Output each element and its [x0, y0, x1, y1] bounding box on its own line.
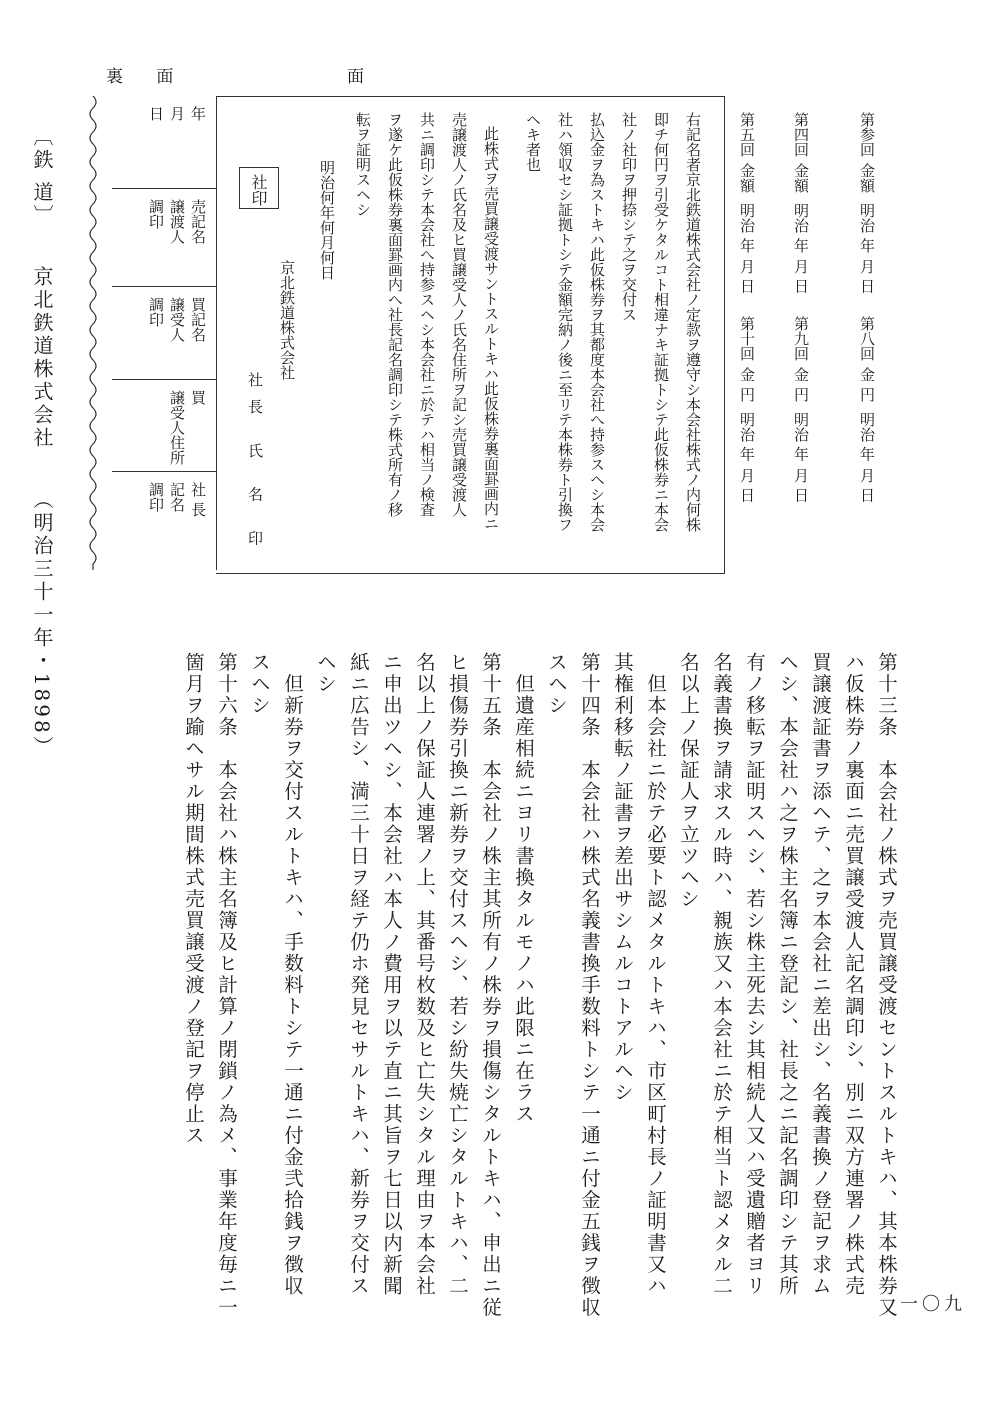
article-line: 有ノ移転ヲ証明スヘシ、若シ株主死去シ其相続人又ハ受遺贈者ヨリ	[743, 652, 766, 1297]
article-line: ヘシ、本会社ハ之ヲ株主名簿ニ登記シ、社長之ニ記名調印シテ其所	[776, 652, 799, 1297]
payment-record-5: 第五回金額明治 年月 日	[738, 112, 756, 294]
payment-record-10: 第十回金 円明治 年月 日	[738, 316, 756, 503]
back-side-label: 裏 面	[106, 67, 188, 87]
article-line: ハ仮株券ノ裏面ニ売買譲受渡人記名調印シ、別ニ双方連署ノ株式売	[842, 652, 865, 1297]
article-line: 名義書換ヲ請求スル時ハ、親族又ハ本会社ニ於テ相当ト認メタル二	[710, 652, 733, 1297]
company-seal-label: 社印	[249, 174, 268, 206]
ledger-cell-label: 買 譲受人住所	[168, 390, 207, 465]
ledger-row-buyer-address	[112, 379, 216, 472]
certificate-line: ヘキ者也	[524, 112, 542, 172]
article-line: 第十三条 本会社ノ株式ヲ売買譲受渡セントスルトキハ、其本株券又	[875, 652, 898, 1319]
certificate-line: 社ノ社印ヲ押捺シテ之ヲ交付ス	[620, 112, 638, 322]
article-line: スヘシ	[545, 652, 568, 717]
ledger-row-buyer	[112, 286, 216, 380]
certificate-line: 社ハ領収セシ証拠トシテ金額完納ノ後ニ至リテ本株券ト引換フ	[556, 112, 574, 532]
certificate-line: 転ヲ証明スヘシ	[354, 112, 372, 217]
payment-record-3: 第参回金額明治 年月 日	[858, 112, 876, 294]
article-line: スヘシ	[248, 652, 271, 717]
payment-record-8: 第八回金 円明治 年月 日	[858, 316, 876, 503]
article-line: ヘシ	[314, 652, 337, 695]
certificate-line: ヲ遂ケ此仮株券裏面罫画内へ社長記名調印シテ株式所有ノ移	[386, 112, 404, 517]
article-line: 第十四条 本会社ハ株式名義書換手数料トシテ一通ニ付金五銭ヲ徴収	[578, 652, 601, 1319]
ledger-cell-label: 売記名 譲渡人 調印	[147, 199, 207, 244]
certificate-line: 即チ何円ヲ引受ケタルコト相違ナキ証拠トシテ此仮株券ニ本会	[652, 112, 670, 532]
article-line: 名以上ノ保証人ヲ立ツヘシ	[677, 652, 700, 910]
certificate-line: 払込金ヲ為ストキハ此仮株券ヲ其都度本会社へ持参スヘシ本会	[588, 112, 606, 532]
article-line: ヒ損傷券引換ニ新券ヲ交付スヘシ、若シ紛失焼亡シタルトキハ、二	[446, 652, 469, 1297]
transfer-ledger	[98, 96, 217, 570]
certificate-company-name: 京北鉄道株式会社	[278, 260, 296, 380]
running-title-company: 京北鉄道株式会社	[30, 266, 54, 451]
article-line: 買譲渡証書ヲ添ヘテ、之ヲ本会社ニ差出シ、名義書換ノ登記ヲ求ム	[809, 652, 832, 1297]
payment-record-4: 第四回金額明治 年月 日	[792, 112, 810, 294]
certificate-line: 右記名者京北鉄道株式会社ノ定款ヲ遵守シ本会社株式ノ内何株	[684, 112, 702, 532]
article-line: 箇月ヲ踰ヘサル期間株式売買譲受渡ノ登記ヲ停止ス	[182, 652, 205, 1147]
page-number: 一〇九	[900, 1294, 966, 1315]
article-line: 但新券ヲ交付スルトキハ、手数料トシテ一通ニ付金弐拾銭ヲ徴収	[281, 652, 304, 1297]
payment-record-9: 第九回金 円明治 年月 日	[792, 316, 810, 503]
article-line: ニ申出ツヘシ、本会社ハ本人ノ費用ヲ以テ直ニ其旨ヲ七日以内新聞	[380, 652, 403, 1297]
certificate-line: 此株式ヲ売買譲受渡サントスルトキハ此仮株券裏面罫画内ニ	[482, 126, 500, 531]
certificate-president-signature: 社長 氏 名 印	[246, 372, 264, 558]
ledger-cell-label: 年 月 日	[147, 106, 207, 121]
article-line: 第十六条 本会社ハ株主名簿及ヒ計算ノ閉鎖ノ為メ、事業年度毎ニ一	[215, 652, 238, 1319]
certificate-line: 売譲渡人ノ氏名及ヒ買譲受人ノ氏名住所ヲ記シ売買譲受渡人	[450, 112, 468, 517]
article-line: 名以上ノ保証人連署ノ上、其番号枚数及ヒ亡失シタル理由ヲ本会社	[413, 652, 436, 1297]
ledger-row-president	[112, 471, 216, 571]
ledger-row-seller	[112, 188, 216, 287]
article-line: 第十五条 本会社ノ株主其所有ノ株券ヲ損傷シタルトキハ、申出ニ従	[479, 652, 502, 1319]
certificate-date: 明治何年何月何日	[318, 160, 336, 280]
article-line: 其権利移転ノ証書ヲ差出サシムルコトアルヘシ	[611, 652, 634, 1104]
ledger-cell-label: 社 長 記名 調印	[147, 482, 207, 517]
running-title	[28, 126, 57, 759]
ledger-row-date	[112, 96, 216, 188]
certificate-line: 共ニ調印シテ本会社へ持参スヘシ本会社ニ於テハ相当ノ検査	[418, 112, 436, 517]
running-title-category: 〔鉄 道〕	[30, 126, 54, 228]
front-side-label: 面	[347, 67, 378, 87]
article-line: 但本会社ニ於テ必要ト認メタルトキハ、市区町村長ノ証明書又ハ	[644, 652, 667, 1297]
ledger-cell-label: 買記名 譲受人 調印	[147, 297, 207, 342]
running-title-date: （明治三十一年・1898）	[30, 488, 54, 759]
article-line: 紙ニ広告シ、満三十日ヲ経テ仍ホ発見セサルトキハ、新券ヲ交付ス	[347, 652, 370, 1297]
article-line: 但遺産相続ニヨリ書換タルモノハ此限ニ在ラス	[512, 652, 535, 1125]
